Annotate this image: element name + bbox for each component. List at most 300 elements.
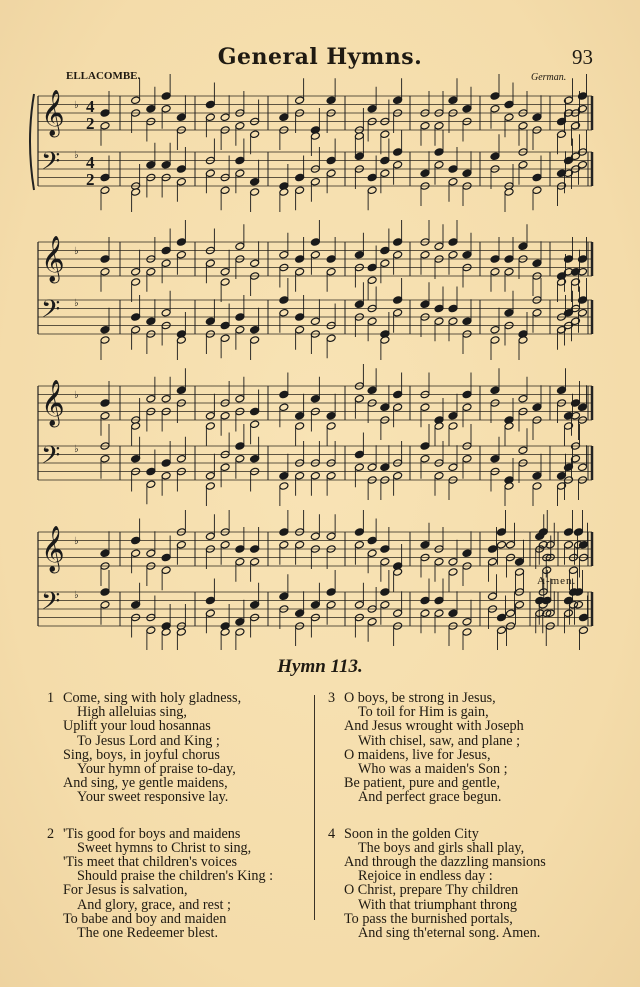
note-head [515,600,525,609]
note-head [161,471,171,480]
note-head [161,104,171,113]
note-head [557,278,567,287]
note-head [462,317,472,326]
note-head [462,104,472,113]
note-head [146,267,156,276]
note-head [250,407,260,416]
stanza-2 [47,827,273,941]
time-signature: 4 [86,97,95,116]
note-head [205,259,215,268]
note-head [220,540,230,549]
note-head [420,609,430,618]
note-head [393,96,403,105]
note-head [367,186,377,195]
note-head [354,394,364,403]
note-head [354,463,364,472]
note-head [578,255,588,264]
verse-line: High alleluias sing, [77,704,187,721]
note-head [205,113,215,122]
note-head [518,336,528,345]
note-head [295,255,305,264]
note-head [434,471,444,480]
note-head [310,132,320,141]
verse-line: With chisel, saw, and plane ; [358,732,521,749]
key-flat: ♭ [74,590,79,601]
verse-line: O Christ, prepare Thy children [344,882,519,899]
note-head [220,321,230,330]
note-head [279,390,289,399]
note-head [504,422,514,431]
note-head [295,540,305,549]
key-flat: ♭ [74,246,79,257]
key-flat: ♭ [74,536,79,547]
note-head [488,557,498,566]
verse-line: And Jesus wrought with Joseph [344,718,524,735]
note-head [420,596,430,605]
note-head [295,96,305,105]
note-head [448,609,458,618]
note-head [448,304,458,313]
note-head [434,317,444,326]
time-signature: 2 [86,170,95,189]
note-head [326,267,336,276]
note-head [462,403,472,412]
note-head [490,152,500,161]
note-head [564,96,574,105]
note-head [367,317,377,326]
note-head [310,600,320,609]
note-head [235,313,245,322]
note-head [448,411,458,420]
stanza-number: 3 [328,690,336,706]
note-head [326,156,336,165]
note-head [434,121,444,130]
note-head [354,528,364,537]
note-head [279,482,289,491]
note-head [161,160,171,169]
note-head [515,568,525,577]
tune-name: ELLACOMBE. [66,70,141,82]
key-flat: ♭ [74,100,79,111]
key-flat: ♭ [74,298,79,309]
hymn-number: Hymn 113. [277,656,363,677]
note-head [100,600,110,609]
note-head [235,169,245,178]
note-head [235,156,245,165]
stanza-3 [328,691,546,805]
verse-line: To Jesus Lord and King ; [77,732,220,749]
note-head [532,186,542,195]
key-flat: ♭ [74,150,79,161]
note-head [279,296,289,305]
note-head [161,394,171,403]
note-head [176,238,186,247]
note-head [326,334,336,343]
verse-line: O boys, be strong in Jesus, [344,690,496,706]
note-head [504,100,514,109]
note-head [380,557,390,566]
note-head [131,600,141,609]
note-head [490,104,500,113]
note-head [310,471,320,480]
note-head [250,557,260,566]
note-head [205,317,215,326]
note-head [579,626,589,635]
note-head [161,566,171,575]
note-head [131,188,141,197]
note-head [235,617,245,626]
note-head [161,553,171,562]
note-head [367,104,377,113]
verse-line: O maidens, live for Jesus, [344,746,491,763]
note-head [326,588,336,597]
note-head [504,113,514,122]
note-head [100,173,110,182]
note-head [557,117,567,126]
note-head [131,96,141,105]
note-head [380,463,390,472]
note-head [578,92,588,101]
treble-clef: 𝄞 [41,90,65,136]
note-head [354,300,364,309]
note-head [131,313,141,322]
verse-line: For Jesus is salvation, [63,882,188,899]
note-head [532,403,542,412]
note-head [250,454,260,463]
verse-line: Uplift your loud hosannas [63,718,211,735]
stanza-1 [47,691,273,805]
time-signature: 2 [86,114,95,133]
note-head [250,336,260,345]
verse-line: And sing th'eternal song. Amen. [358,925,541,942]
page-title: General Hymns. [217,44,423,70]
verse-line: And perfect grace begun. [358,789,502,806]
note-head [367,263,377,272]
note-head [557,386,567,395]
note-head [326,422,336,431]
note-head [557,130,567,139]
note-head [131,549,141,558]
note-head [205,411,215,420]
note-head [504,267,514,276]
note-head [420,169,430,178]
note-head [176,177,186,186]
note-head [462,617,472,626]
bass-clef: 𝄢 [41,441,61,476]
note-head [235,242,245,251]
note-head [220,267,230,276]
note-head [161,92,171,101]
note-head [295,471,305,480]
note-head [557,482,567,491]
verse-line: And glory, grace, and rest ; [77,896,231,913]
note-head [506,540,516,549]
verse-column-left [47,691,273,962]
note-head [235,557,245,566]
note-head [393,471,403,480]
note-head [448,463,458,472]
note-head [532,482,542,491]
note-head [564,422,574,431]
note-head [393,148,403,157]
note-head [564,255,574,264]
note-head [205,471,215,480]
verse-line: Soon in the golden City [344,825,479,842]
note-head [571,317,581,326]
verse-line: Should praise the children's King : [77,868,274,885]
note-head [146,104,156,113]
note-head [518,242,528,251]
note-head [564,540,574,549]
note-head [569,566,579,575]
note-head [279,540,289,549]
key-flat: ♭ [74,390,79,401]
note-head [326,471,336,480]
note-head [235,325,245,334]
note-head [564,596,574,605]
note-head [420,403,430,412]
note-head [448,568,458,577]
verse-line: Come, sing with holy gladness, [63,690,242,706]
time-signature: 4 [86,153,95,172]
note-head [434,557,444,566]
note-head [354,450,364,459]
note-head [100,186,110,195]
note-head [367,536,377,545]
note-head [220,186,230,195]
note-head [448,96,458,105]
note-head [367,549,377,558]
page-number: 93 [572,45,593,69]
note-head [176,113,186,122]
note-head [326,411,336,420]
verse-line: To toil for Him is gain, [358,704,489,721]
note-head [326,169,336,178]
note-head [354,540,364,549]
note-head [250,545,260,554]
note-head [295,313,305,322]
note-head [490,454,500,463]
note-head [420,442,430,451]
note-head [100,267,110,276]
note-head [574,528,584,537]
note-head [250,188,260,197]
note-head [490,267,500,276]
verse-line: 'Tis good for boys and maidens [63,825,241,842]
note-head [367,276,377,285]
note-head [279,113,289,122]
note-head [380,600,390,609]
note-head [235,545,245,554]
note-head [579,613,589,622]
note-head [542,566,552,575]
note-head [220,113,230,122]
verse-line: And sing, ye gentle maidens, [63,775,228,792]
note-head [504,255,514,264]
note-head [310,250,320,259]
note-head [448,177,458,186]
note-head [571,121,581,130]
verse-line: 'Tis meet that children's voices [63,854,238,871]
note-head [131,325,141,334]
note-head [462,250,472,259]
note-head [420,121,430,130]
note-head [393,160,403,169]
note-head [393,403,403,412]
key-flat: ♭ [74,444,79,455]
note-head [146,160,156,169]
note-head [504,308,514,317]
note-head [100,588,110,597]
note-head [220,334,230,343]
note-head [250,420,260,429]
note-head [100,325,110,334]
note-head [131,267,141,276]
verse-line: Who was a maiden's Son ; [358,761,508,778]
note-head [393,296,403,305]
note-head [220,463,230,472]
note-head [295,609,305,618]
note-head [250,177,260,186]
note-head [146,626,156,635]
note-head [161,459,171,468]
note-head [380,403,390,412]
note-head [518,160,528,169]
note-head [497,626,507,635]
note-head [295,173,305,182]
note-head [578,160,588,169]
note-head [250,325,260,334]
note-head [506,609,516,618]
treble-clef: 𝄞 [41,236,65,282]
note-head [100,454,110,463]
note-head [564,609,574,618]
note-head [420,250,430,259]
note-head [220,278,230,287]
note-head [380,259,390,268]
note-head [326,255,336,264]
note-head [518,394,528,403]
note-head [462,549,472,558]
note-head [310,177,320,186]
note-head [434,304,444,313]
note-head [235,442,245,451]
note-head [235,121,245,130]
note-head [497,613,507,622]
column-divider [314,695,315,920]
note-head [448,317,458,326]
stanza-number: 2 [47,825,55,842]
verse-line: To babe and boy and maiden [63,910,227,927]
note-head [434,242,444,251]
note-head [310,238,320,247]
verse-line: And through the dazzling mansions [344,854,546,871]
note-head [176,628,186,637]
note-head [205,532,215,541]
note-head [515,557,525,566]
note-head [279,188,289,197]
note-head [462,390,472,399]
note-head [393,609,403,618]
note-head [220,628,230,637]
note-head [393,308,403,317]
note-head [279,403,289,412]
note-head [205,482,215,491]
note-head [354,250,364,259]
note-head [538,528,548,537]
verse-line: Sing, boys, in joyful chorus [63,746,220,763]
note-head [146,480,156,489]
amen-lyric: A-men. [537,575,577,587]
note-head [250,259,260,268]
verse-line: Your sweet responsive lay. [77,789,229,806]
bass-clef: 𝄢 [41,587,61,622]
note-head [462,454,472,463]
note-head [380,156,390,165]
note-head [490,92,500,101]
note-head [176,386,186,395]
bass-clef: 𝄢 [41,295,61,330]
note-head [462,628,472,637]
note-head [518,446,528,455]
note-head [354,132,364,141]
note-head [100,549,110,558]
note-head [434,148,444,157]
note-head [176,454,186,463]
verse-line: Be patient, pure and gentle, [344,775,501,792]
note-head [578,463,588,472]
note-head [380,130,390,139]
note-head [161,259,171,268]
stanza-4 [328,827,546,941]
note-head [310,532,320,541]
note-head [393,238,403,247]
note-head [497,540,507,549]
note-head [310,394,320,403]
note-head [532,259,542,268]
note-head [380,336,390,345]
note-head [100,255,110,264]
note-head [235,394,245,403]
treble-clef: 𝄞 [41,526,65,572]
bass-clef: 𝄢 [41,147,61,182]
note-head [578,104,588,113]
note-head [578,296,588,305]
verse-line: Sweet hymns to Christ to sing, [77,839,252,856]
note-head [354,152,364,161]
note-head [571,278,581,287]
verse-line: Rejoice in endless day : [358,868,493,885]
note-head [420,300,430,309]
note-head [564,463,574,472]
note-head [100,121,110,130]
note-head [161,628,171,637]
note-head [380,246,390,255]
note-head [326,600,336,609]
note-head [295,186,305,195]
note-head [497,528,507,537]
note-head [235,628,245,637]
note-head [131,536,141,545]
note-head [205,596,215,605]
note-head [295,422,305,431]
note-head [434,422,444,431]
note-head [295,411,305,420]
note-head [295,325,305,334]
note-head [235,454,245,463]
note-head [146,394,156,403]
note-head [448,238,458,247]
